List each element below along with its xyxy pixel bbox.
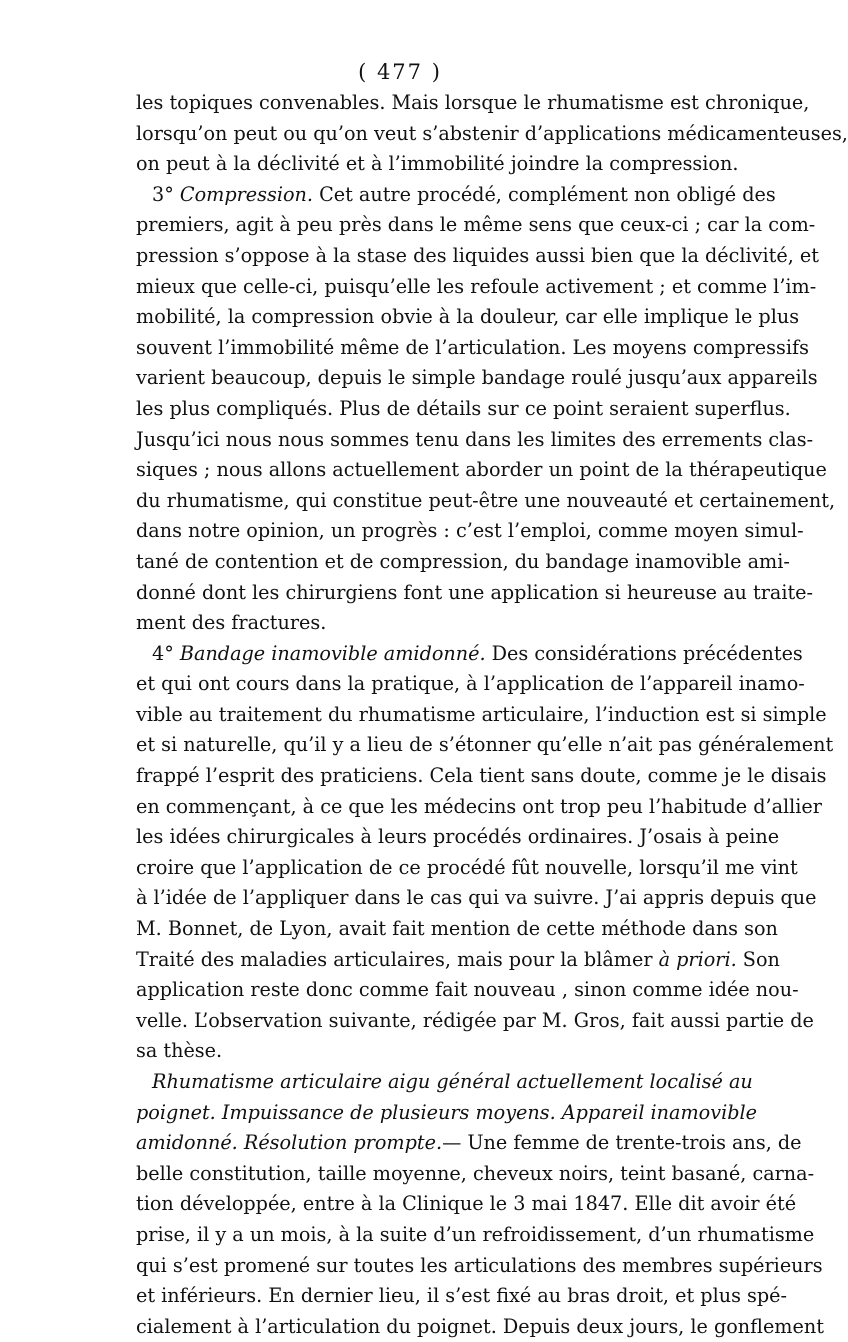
text-line <box>136 761 827 792</box>
text-run: Jusqu’ici nous nous sommes tenu dans les limites des errements clas- <box>136 427 814 451</box>
text-run: en commençant, à ce que les médecins ont trop peu l’habitude d’allier <box>136 794 822 818</box>
body-text <box>136 88 848 1342</box>
text-run: on peut à la déclivité et à l’immobilité joindre la compression. <box>136 152 739 176</box>
italic-text: à priori. <box>658 947 737 971</box>
text-run: dans notre opinion, un progrès : c’est l’emploi, comme moyen simul- <box>136 519 804 543</box>
text-run: Cet autre procédé, complément non obligé des <box>312 182 776 206</box>
text-line <box>136 1159 815 1190</box>
text-run: premiers, agit à peu près dans le même sens que ceux-ci ; car la com- <box>136 213 816 237</box>
text-run: les plus compliqués. Plus de détails sur ce point seraient superflus. <box>136 396 791 420</box>
text-run: donné dont les chirurgiens font une application si heureuse au traite- <box>136 580 814 604</box>
text-run: vible au traitement du rhumatisme articulaire, l’induction est si simple <box>136 702 827 726</box>
text-line <box>136 1281 787 1312</box>
text-line <box>136 272 817 303</box>
text-run: qui s’est promené sur toutes les articulations des membres supérieurs <box>136 1253 823 1277</box>
text-run: siques ; nous allons actuellement aborder un point de la thérapeutique <box>136 458 827 482</box>
text-line <box>136 1128 802 1159</box>
text-line <box>136 608 674 639</box>
text-line <box>136 730 834 761</box>
text-run: lorsqu’on peut ou qu’on veut s’abstenir d’applications médicamenteuses, <box>136 121 848 145</box>
text-run: à l’idée de l’appliquer dans le cas qui va suivre. J’ai appris depuis que <box>136 886 817 910</box>
italic-text: Compression. <box>179 182 313 206</box>
text-line <box>136 1220 815 1251</box>
text-run: prise, il y a un mois, à la suite d’un refroidissement, d’un rhumatisme <box>136 1222 815 1246</box>
text-run: souvent l’immobilité même de l’articulation. Les moyens compressifs <box>136 335 809 359</box>
text-line <box>136 363 818 394</box>
text-run: les topiques convenables. Mais lorsque le rhumatisme est chronique, <box>136 91 810 114</box>
text-line <box>136 669 805 700</box>
italic-text: poignet. Impuissance de plusieurs moyens. Appareil inamovible <box>136 1100 757 1124</box>
text-line <box>136 945 780 976</box>
text-line <box>136 241 819 272</box>
text-line <box>136 1189 797 1220</box>
text-run: — Une femme de trente-trois ans, de <box>442 1131 802 1155</box>
text-line <box>136 700 827 731</box>
text-line <box>136 975 799 1006</box>
text-run: sa thèse. <box>136 1039 223 1063</box>
text-run: les idées chirurgicales à leurs procédés ordinaires. J’osais à peine <box>136 825 780 849</box>
italic-text: amidonné. Résolution prompte. <box>136 1131 443 1155</box>
text-run: tané de contention et de compression, du bandage inamovible ami- <box>136 549 790 573</box>
text-run: Des considérations précédentes <box>485 641 803 665</box>
text-run: et inférieurs. En dernier lieu, il s’est fixé au bras droit, et plus spé- <box>136 1284 787 1308</box>
text-run: mieux que celle-ci, puisqu’elle les refoule activement ; et comme l’im- <box>136 274 817 298</box>
text-line <box>136 302 800 333</box>
text-run: ment des fractures. <box>136 611 327 635</box>
text-line <box>136 822 780 853</box>
text-line <box>136 394 791 425</box>
text-run: et si naturelle, qu’il y a lieu de s’étonner qu’elle n’ait pas généralement <box>136 733 834 757</box>
text-line <box>136 547 790 578</box>
text-run: M. Bonnet, de Lyon, avait fait mention de cette méthode dans son <box>136 917 778 941</box>
text-run: et qui ont cours dans la pratique, à l’application de l’appareil inamo- <box>136 672 805 696</box>
text-line <box>136 425 814 456</box>
text-run: cialement à l’articulation du poignet. Depuis deux jours, le gonflement <box>136 1314 824 1338</box>
text-run: velle. L’observation suivante, rédigée par M. Gros, fait aussi partie de <box>136 1008 814 1032</box>
italic-text: Rhumatisme articulaire aigu général actuellement localisé au <box>152 1070 753 1093</box>
text-run: varient beaucoup, depuis le simple bandage roulé jusqu’aux appareils <box>136 366 818 390</box>
text-line <box>136 333 809 364</box>
text-line <box>136 1098 757 1129</box>
text-line <box>136 455 827 486</box>
text-line <box>136 180 776 211</box>
text-run: frappé l’esprit des praticiens. Cela tient sans doute, comme je le disais <box>136 764 827 788</box>
text-run: 4° <box>152 641 180 665</box>
text-run: 3° <box>152 182 180 206</box>
text-line <box>136 119 848 150</box>
text-line <box>136 883 817 914</box>
text-line <box>136 486 836 517</box>
text-line <box>136 210 816 241</box>
text-run: mobilité, la compression obvie à la douleur, car elle implique le plus <box>136 305 800 329</box>
text-line <box>136 149 739 180</box>
text-line <box>136 639 803 670</box>
text-line <box>136 792 822 823</box>
page-number: ( 477 ) <box>358 60 442 84</box>
text-line <box>136 853 798 884</box>
italic-text: Bandage inamovible amidonné. <box>179 641 486 665</box>
text-run: pression s’oppose à la stase des liquides aussi bien que la déclivité, et <box>136 243 819 267</box>
text-run: application reste donc comme fait nouveau , sinon comme idée nou- <box>136 978 799 1002</box>
text-run: Traité des maladies articulaires, mais pour la blâmer <box>136 947 659 971</box>
text-run: Son <box>736 947 780 971</box>
text-line <box>136 1312 824 1342</box>
text-run: du rhumatisme, qui constitue peut-être une nouveauté et certainement, <box>136 488 836 512</box>
text-line <box>136 914 778 945</box>
text-line <box>136 1036 674 1067</box>
text-line <box>136 578 814 609</box>
text-line <box>136 1006 814 1037</box>
text-run: belle constitution, taille moyenne, cheveux noirs, teint basané, carna- <box>136 1161 815 1185</box>
text-line <box>136 88 810 119</box>
text-line <box>136 1067 753 1098</box>
text-line <box>136 1251 823 1282</box>
text-line <box>136 516 804 547</box>
text-run: tion développée, entre à la Clinique le 3 mai 1847. Elle dit avoir été <box>136 1192 797 1216</box>
text-run: croire que l’application de ce procédé fût nouvelle, lorsqu’il me vint <box>136 855 798 879</box>
